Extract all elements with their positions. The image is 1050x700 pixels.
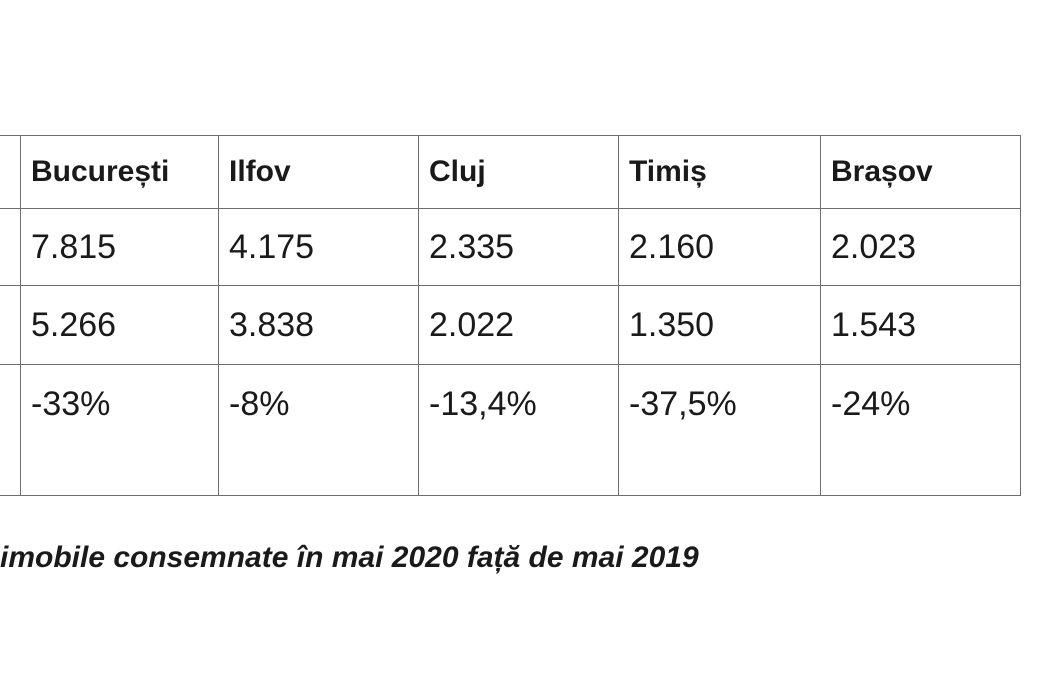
table-cell: 1.350 (619, 286, 821, 365)
header-cell-bucuresti: București (21, 136, 219, 209)
header-cell-label (0, 136, 21, 209)
header-cell-cluj: Cluj (419, 136, 619, 209)
table-cell: -8% (219, 365, 419, 496)
table-cell: -24% (821, 365, 1021, 496)
header-cell-timis: Timiș (619, 136, 821, 209)
table-row (0, 365, 1021, 496)
table-cell: 2.335 (419, 209, 619, 286)
header-cell-ilfov: Ilfov (219, 136, 419, 209)
table-cell: 2.160 (619, 209, 821, 286)
table-row (0, 209, 1021, 286)
table-caption: imobile consemnate în mai 2020 față de mai 2019 (0, 541, 699, 574)
data-table (0, 135, 1021, 496)
table-cell: 2.022 (419, 286, 619, 365)
table-cell (0, 209, 21, 286)
header-cell-brasov: Brașov (821, 136, 1021, 209)
table-cell: 3.838 (219, 286, 419, 365)
table-cell: 5.266 (21, 286, 219, 365)
table-cell: -13,4% (419, 365, 619, 496)
table-cell: -33% (21, 365, 219, 496)
table-cell: -37,5% (619, 365, 821, 496)
table-cell: 2.023 (821, 209, 1021, 286)
table-cell: 4.175 (219, 209, 419, 286)
table-cell: 1.543 (821, 286, 1021, 365)
table-row (0, 286, 1021, 365)
table-cell: 7.815 (21, 209, 219, 286)
table-cell (0, 286, 21, 365)
table-header-row (0, 136, 1021, 209)
table-cell (0, 365, 21, 496)
